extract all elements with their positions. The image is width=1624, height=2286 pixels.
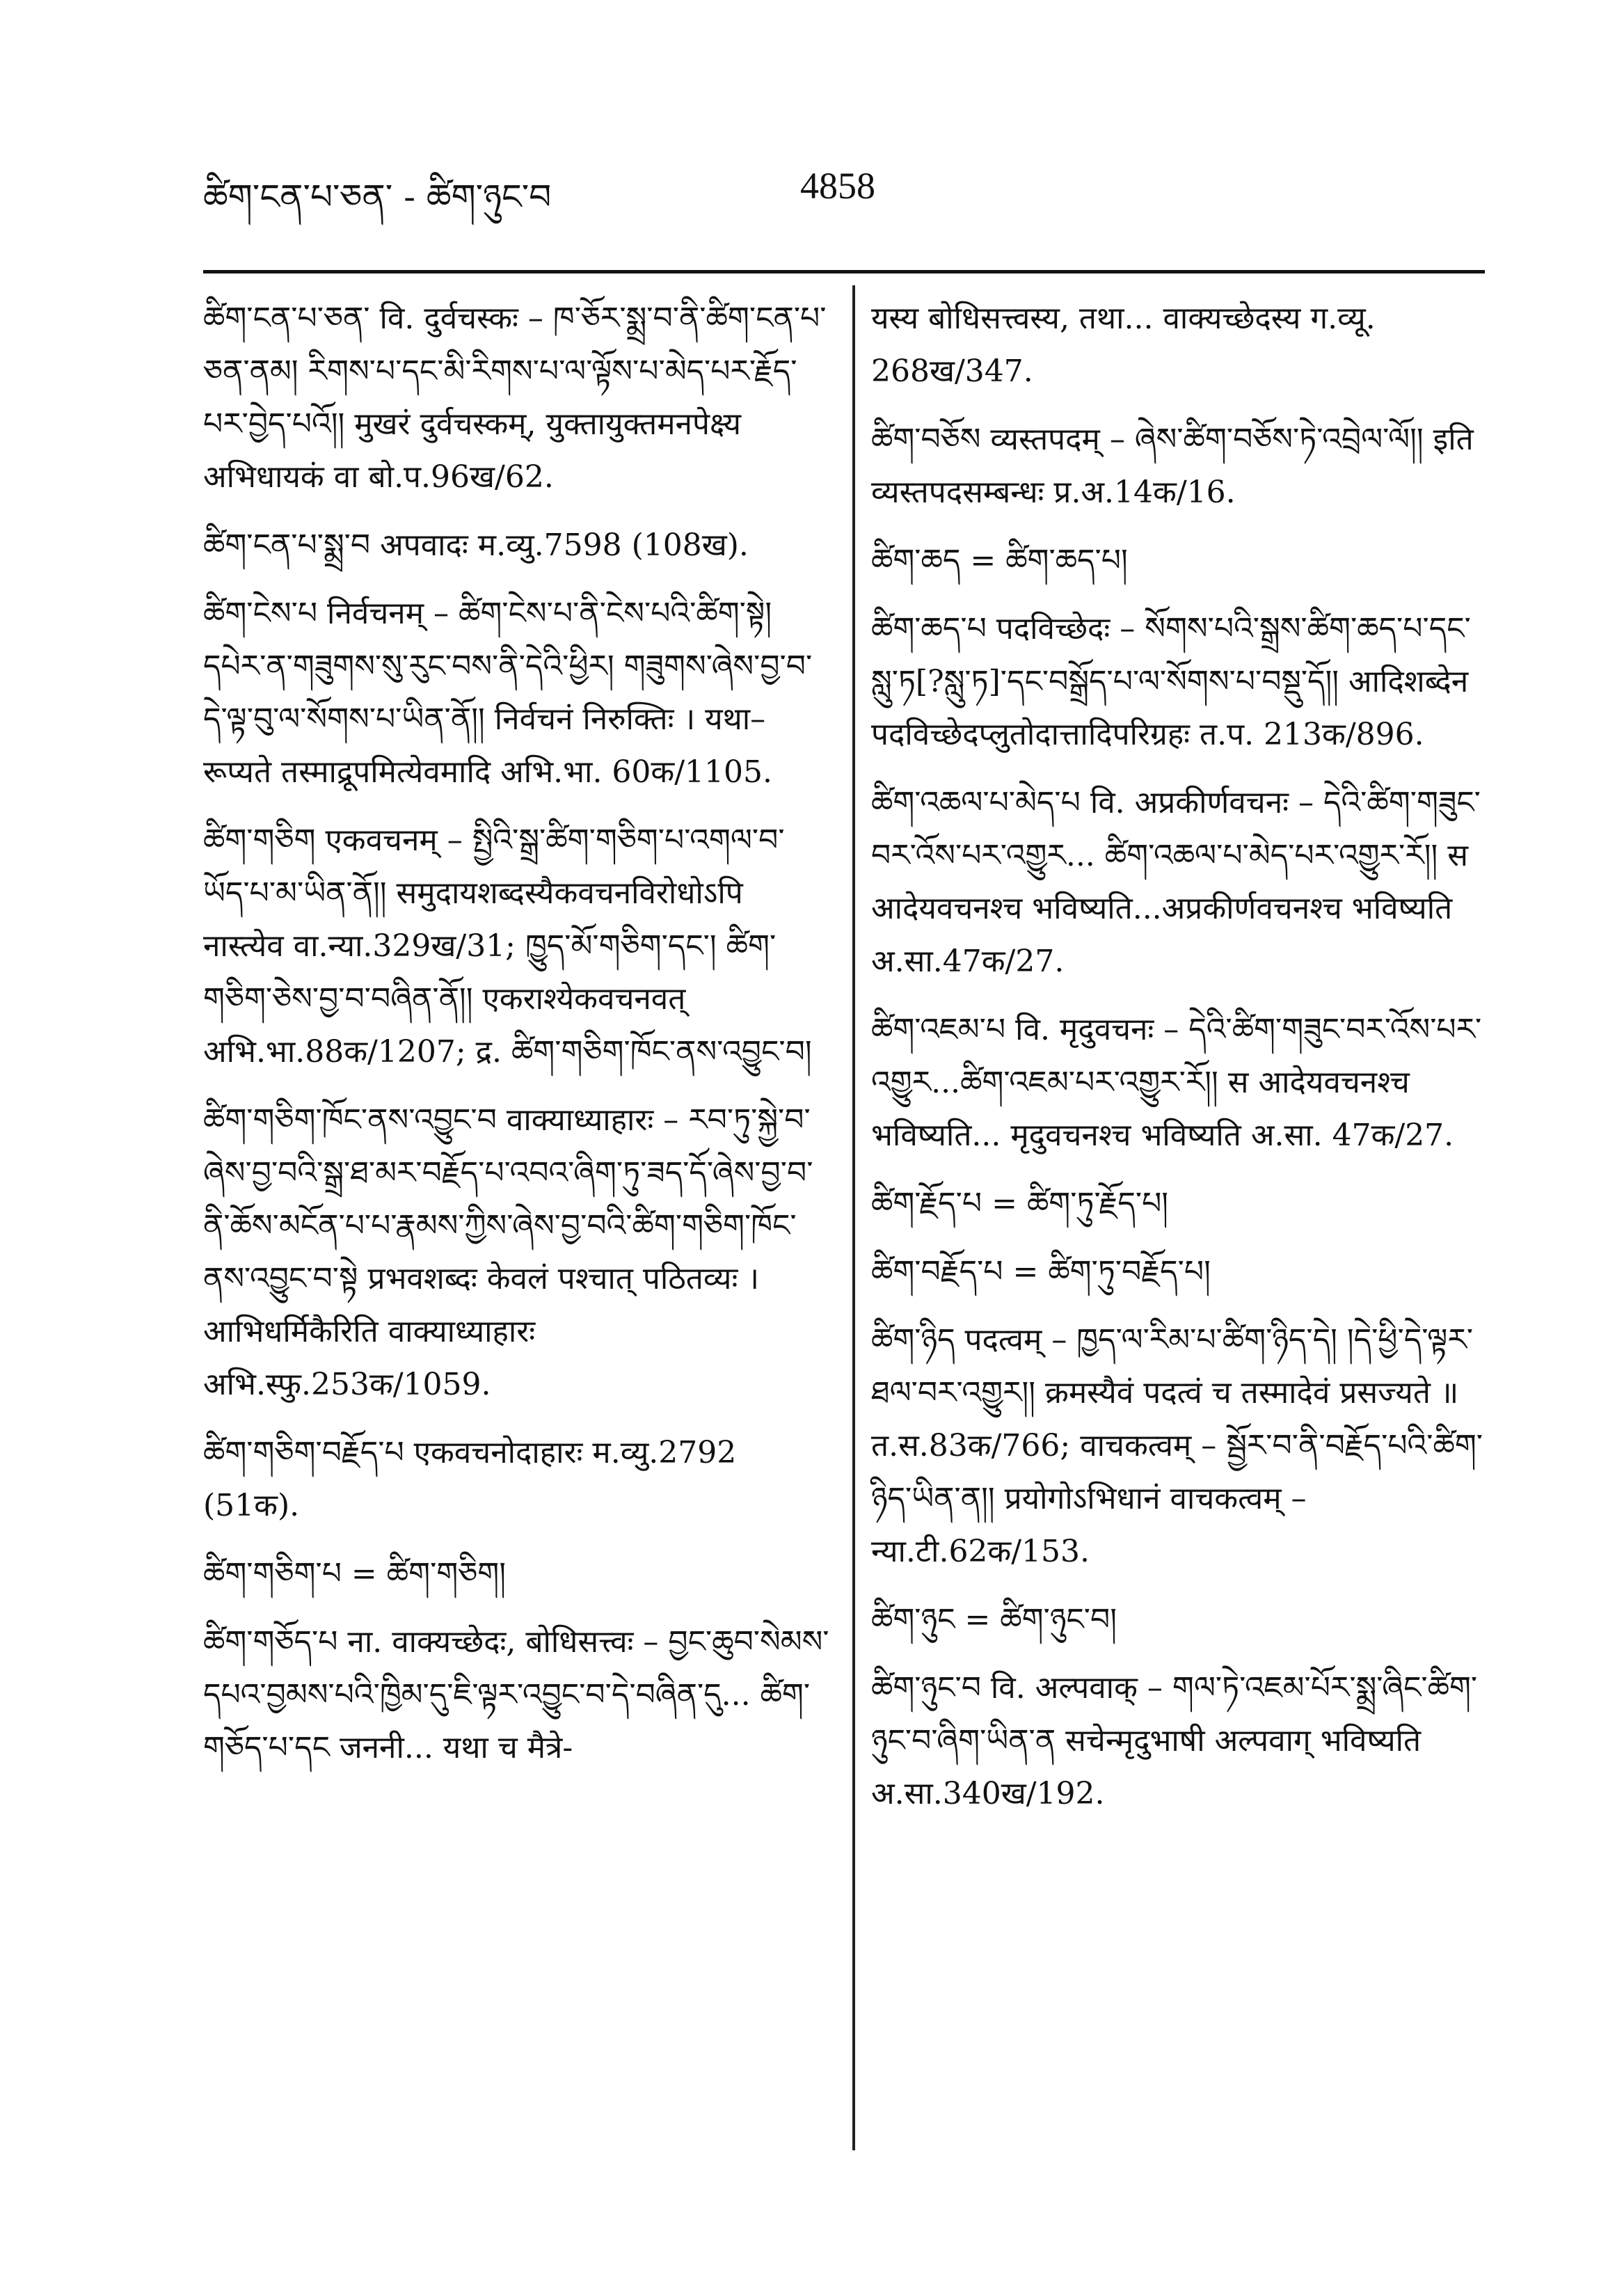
- dictionary-entry: ཚིག་ཉུང་བ वि. अल्पवाक् – གལ་ཏེ་འཇམ་པོར་སྨྲ་ཞིང་ཚིག་ཉུང་བ་ཞིག་ཡིན་ན सचेन्मृदुभाषी अल्पवाग् भविष्यति अ.सा.340ख/192.: [871, 1670, 1478, 1811]
- dictionary-entry: ཚིག་བཅོས व्यस्तपदम् – ཞེས་ཚིག་བཅོས་ཏེ་འབྲེལ་ལོ།། इति व्यस्तपदसम्बन्धः प्र.अ.14क/16.: [871, 422, 1474, 510]
- dictionary-entry: ཚིག་ཉིད पदत्वम् – ཁྱད་ལ་རིམ་པ་ཚིག་ཉིད་དེ། །དེ་ཕྱི་དེ་ལྟར་ཐལ་བར་འགྱུར།། क्रमस्यैवं पदत्वं च तस्मादेवं प्रसज्यते ॥ त.स.83क/766; वाचकत्वम् – སྦྱོར་བ་ནི་བརྗོད་པའི་ཚིག་ཉིད་ཡིན་ན།། प्रयोगोऽभिधानं वाचकत्वम् –न्या.टी.62क/153.: [871, 1322, 1483, 1569]
- dictionary-entry: ཚིག་ངན་པ་ཅན་ वि. दुर्वचस्कः – ཁ་ཅོར་སྨྲ་བ་ནི་ཚིག་ངན་པ་ཅན་ནམ། རིགས་པ་དང་མི་རིགས་པ་ལ་ལྟོས་པ་མེད་པར་རྗོད་པར་བྱེད་པའོ།། मुखरं दुर्वचस्कम्, युक्तायुक्तमनपेक्ष्य अभिधायकं वा बो.प.96ख/62.: [203, 301, 827, 495]
- dictionary-entry: ཚིག་ཆད = ཚིག་ཆད་པ།: [871, 543, 1128, 578]
- dictionary-entry: ཚིག་ངེས་པ निर्वचनम् – ཚིག་ངེས་པ་ནི་ངེས་པའི་ཚིག་སྟེ། དཔེར་ན་གཟུགས་སུ་རུང་བས་ནི་དེའི་ཕྱིར། གཟུགས་ཞེས་བྱ་བ་དེ་ལྟ་བུ་ལ་སོགས་པ་ཡིན་ནོ།། निर्वचनं निरुक्तिः । यथा–रूप्यते तस्माद्रूपमित्येवमादि अभि.भा. 60क/1105.: [203, 596, 813, 790]
- dictionary-entry: ཚིག་གཅིག་པ = ཚིག་གཅིག།: [203, 1556, 507, 1592]
- header-rule: [203, 270, 1485, 273]
- dictionary-entry: ཚིག་ཉུང = ཚིག་ཉུང་བ།: [871, 1602, 1117, 1637]
- dictionary-entry: ཚིག་འཆལ་པ་མེད་པ वि. अप्रकीर्णवचनः – དེའི་ཚིག་གཟུང་བར་འོས་པར་འགྱུར... ཚིག་འཆལ་པ་མེད་པར་འགྱུར་རོ།། स आदेयवचनश्च भविष्यति...अप्रकीर्णवचनश्च भविष्यति अ.सा.47क/27.: [871, 785, 1481, 979]
- dictionary-entry: ཚིག་ཆད་པ पदविच्छेदः – སོགས་པའི་སྒྲས་ཚིག་ཆད་པ་དང་སླུ་ཏ[?སླུ་ཏ]་དང་བསྒྲོད་པ་ལ་སོགས་པ་བསྡུ་དོ།། आदिशब्देन पदविच्छेदप्लुतोदात्तादिपरिग्रहः त.प. 213क/896.: [871, 611, 1471, 752]
- left-column: [203, 292, 829, 1790]
- dictionary-entry: ཚིག་གཅིག་བརྗོད་པ एकवचनोदाहारः म.व्यु.2792 (51क).: [203, 1435, 737, 1523]
- dictionary-entry: ཚིག་རྗོད་པ = ཚིག་ཏུ་རྗོད་པ།: [871, 1186, 1169, 1221]
- dictionary-entry: ཚིག་གཅིག་ཁོང་ནས་འབྱུང་བ वाक्याध्याहारः – རབ་ཏུ་སྐྱེ་བ་ཞེས་བྱ་བའི་སྒྲ་ཐ་མར་བརྗོད་པ་འབའ་ཞིག་ཏུ་ཟད་དོ་ཞེས་བྱ་བ་ནི་ཆོས་མངོན་པ་པ་རྣམས་ཀྱིས་ཞེས་བྱ་བའི་ཚིག་གཅིག་ཁོང་ནས་འབྱུང་བ་སྟེ प्रभवशब्दः केवलं पश्चात् पठितव्यः । आभिधर्मिकैरिति वाक्याध्याहारः अभि.स्फु.253क/1059.: [203, 1102, 813, 1402]
- dictionary-entry: ཚིག་འཇམ་པ वि. मृदुवचनः – དེའི་ཚིག་གཟུང་བར་འོས་པར་འགྱུར...ཚིག་འཇམ་པར་འགྱུར་རོ།། स आदेयवचनश्च भविष्यति... मृदुवचनश्च भविष्यति अ.सा. 47क/27.: [871, 1012, 1482, 1153]
- right-column: [871, 292, 1497, 1836]
- dictionary-entry: ཚིག་བརྗོད་པ = ཚིག་ཏུ་བརྗོད་པ།: [871, 1254, 1211, 1289]
- column-divider: [852, 285, 855, 2150]
- dictionary-entry: ཚིག་ངན་པ་སྨྲ་བ अपवादः म.व्यु.7598 (108ख).: [203, 527, 749, 563]
- dictionary-entry: यस्य बोधिसत्त्वस्य, तथा... वाक्यच्छेदस्य ग.व्यू. 268ख/347.: [871, 301, 1376, 389]
- page-number: 4858: [800, 165, 875, 207]
- running-header: ཚིག་ངན་པ་ཅན་ - ཚིག་ཉུང་བ: [203, 177, 552, 217]
- dictionary-entry: ཚིག་གཅིག एकवचनम् – སྤྱིའི་སྒྲ་ཚིག་གཅིག་པ་འགལ་བ་ཡོད་པ་མ་ཡིན་ནོ།། समुदायशब्दस्यैकवचनविरोधोऽपि नास्त्येव वा.न्या.329ख/31; ཁྱུད་མོ་གཅིག་དང་། ཚིག་གཅིག་ཅེས་བྱ་བ་བཞིན་ནོ།། एकराश्येकवचनवत् अभि.भा.88क/1207; द्र. ཚིག་གཅིག་ཁོང་ནས་འབྱུང་བ།: [203, 823, 812, 1070]
- dictionary-entry: ཚིག་གཅོད་པ ना. वाक्यच्छेदः, बोधिसत्त्वः – བྱང་ཆུབ་སེམས་དཔའ་བྱམས་པའི་ཁྱིམ་དུ་ཇི་ལྟར་འབྱུང་བ་དེ་བཞིན་དུ... ཚིག་གཅོད་པ་དང जननी... यथा च मैत्रे-: [203, 1624, 829, 1765]
